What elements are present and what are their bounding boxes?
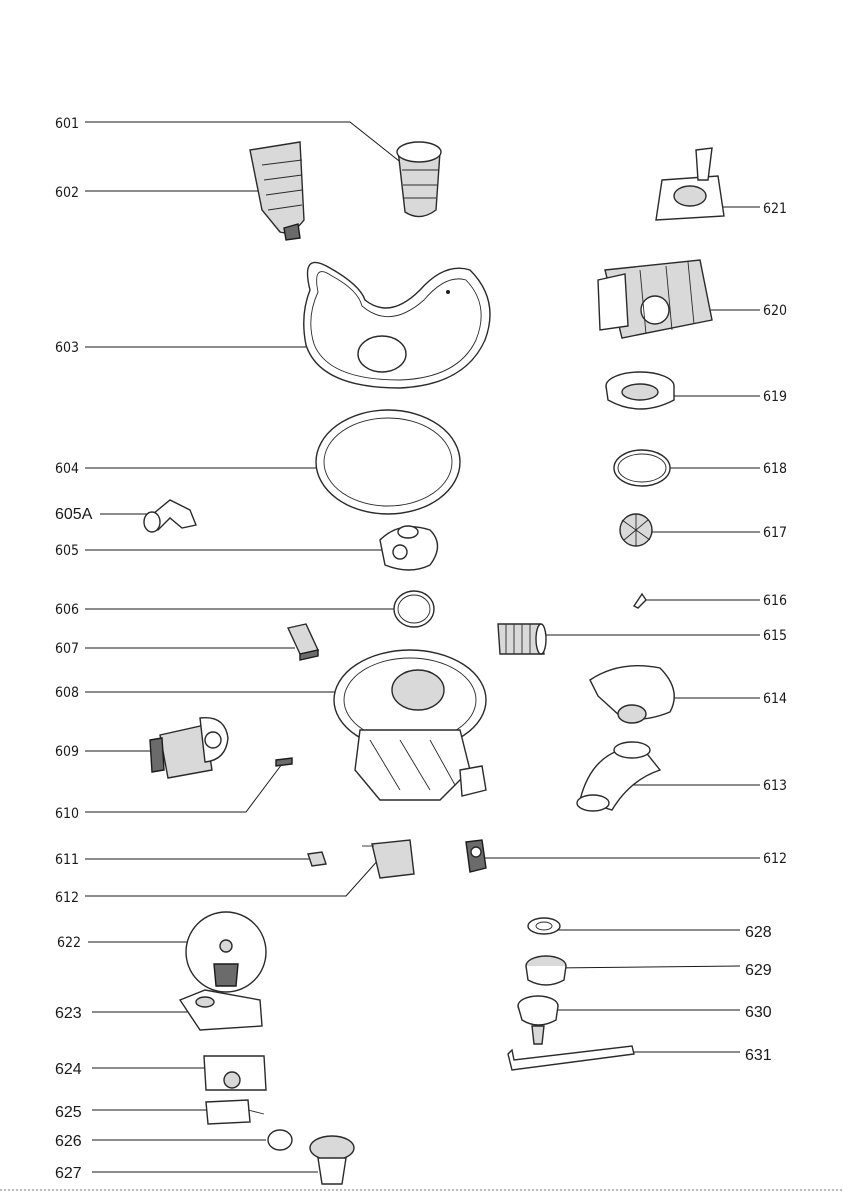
part-605-pump-housing [380,526,438,570]
label-603: 603 [55,340,80,356]
label-613: 612 [763,851,788,867]
label-615: 614 [763,691,788,707]
label-607: 607 [55,641,80,657]
part-623-disc [186,912,266,992]
label-605A: 605A [55,506,93,523]
part-631-fitting [518,996,558,1044]
part-613-valve [466,840,486,872]
label-628: 627 [55,1165,82,1182]
label-608: 608 [55,685,80,701]
part-630-nut [526,956,566,985]
part-624-plate [180,990,262,1030]
label-619: 618 [763,461,788,477]
label-616: 615 [763,628,788,644]
part-605A-elbow [144,500,196,532]
label-621: 620 [763,303,788,319]
part-609-drain-pump [150,718,228,778]
label-604: 604 [55,461,80,477]
label-601: 601 [55,116,80,132]
label-629: 628 [745,924,772,941]
label-622: 621 [763,201,788,217]
part-606-o-ring [394,591,434,627]
part-603-filter-plate [304,262,490,388]
part-620-pump-cover [606,372,674,409]
part-622-bracket [656,148,724,220]
part-611-clip [308,852,326,866]
label-625: 624 [55,1061,82,1078]
part-614-hose-bend [577,742,660,811]
part-604-gasket [316,410,460,514]
part-618-impeller [620,514,652,546]
part-607-seal [288,624,318,660]
label-617: 616 [763,593,788,609]
label-611: 611 [55,852,80,868]
part-629-washer [528,918,560,934]
part-610-screw [276,758,292,766]
part-617-pin [634,594,646,608]
label-626: 625 [55,1104,82,1121]
label-612: 612 [55,890,80,906]
part-602-coarse-filter [250,142,304,240]
label-609: 609 [55,744,80,760]
label-606: 606 [55,602,80,618]
part-615-heater-housing [590,666,674,723]
label-610: 610 [55,806,80,822]
part-627-o-ring [268,1130,292,1150]
part-612-sensor [362,840,414,878]
label-620: 619 [763,389,788,405]
part-626-micro-switch [206,1100,264,1124]
label-618: 617 [763,525,788,541]
label-630: 629 [745,962,772,979]
label-602: 602 [55,185,80,201]
part-616-sleeve [498,624,546,654]
label-614: 613 [763,778,788,794]
label-623: 622 [57,935,82,951]
part-619-o-ring [614,450,670,486]
part-608-sump [334,650,486,800]
label-631: 630 [745,1004,772,1021]
label-624: 623 [55,1005,82,1022]
label-605: 605 [55,543,80,559]
part-625-timer-motor [204,1056,266,1090]
label-632: 631 [745,1047,772,1064]
label-627: 626 [55,1133,82,1150]
part-632-tube [508,1046,634,1070]
part-628-knob [310,1136,354,1184]
part-621-motor [598,260,712,338]
part-601-filter-cup [397,142,441,217]
